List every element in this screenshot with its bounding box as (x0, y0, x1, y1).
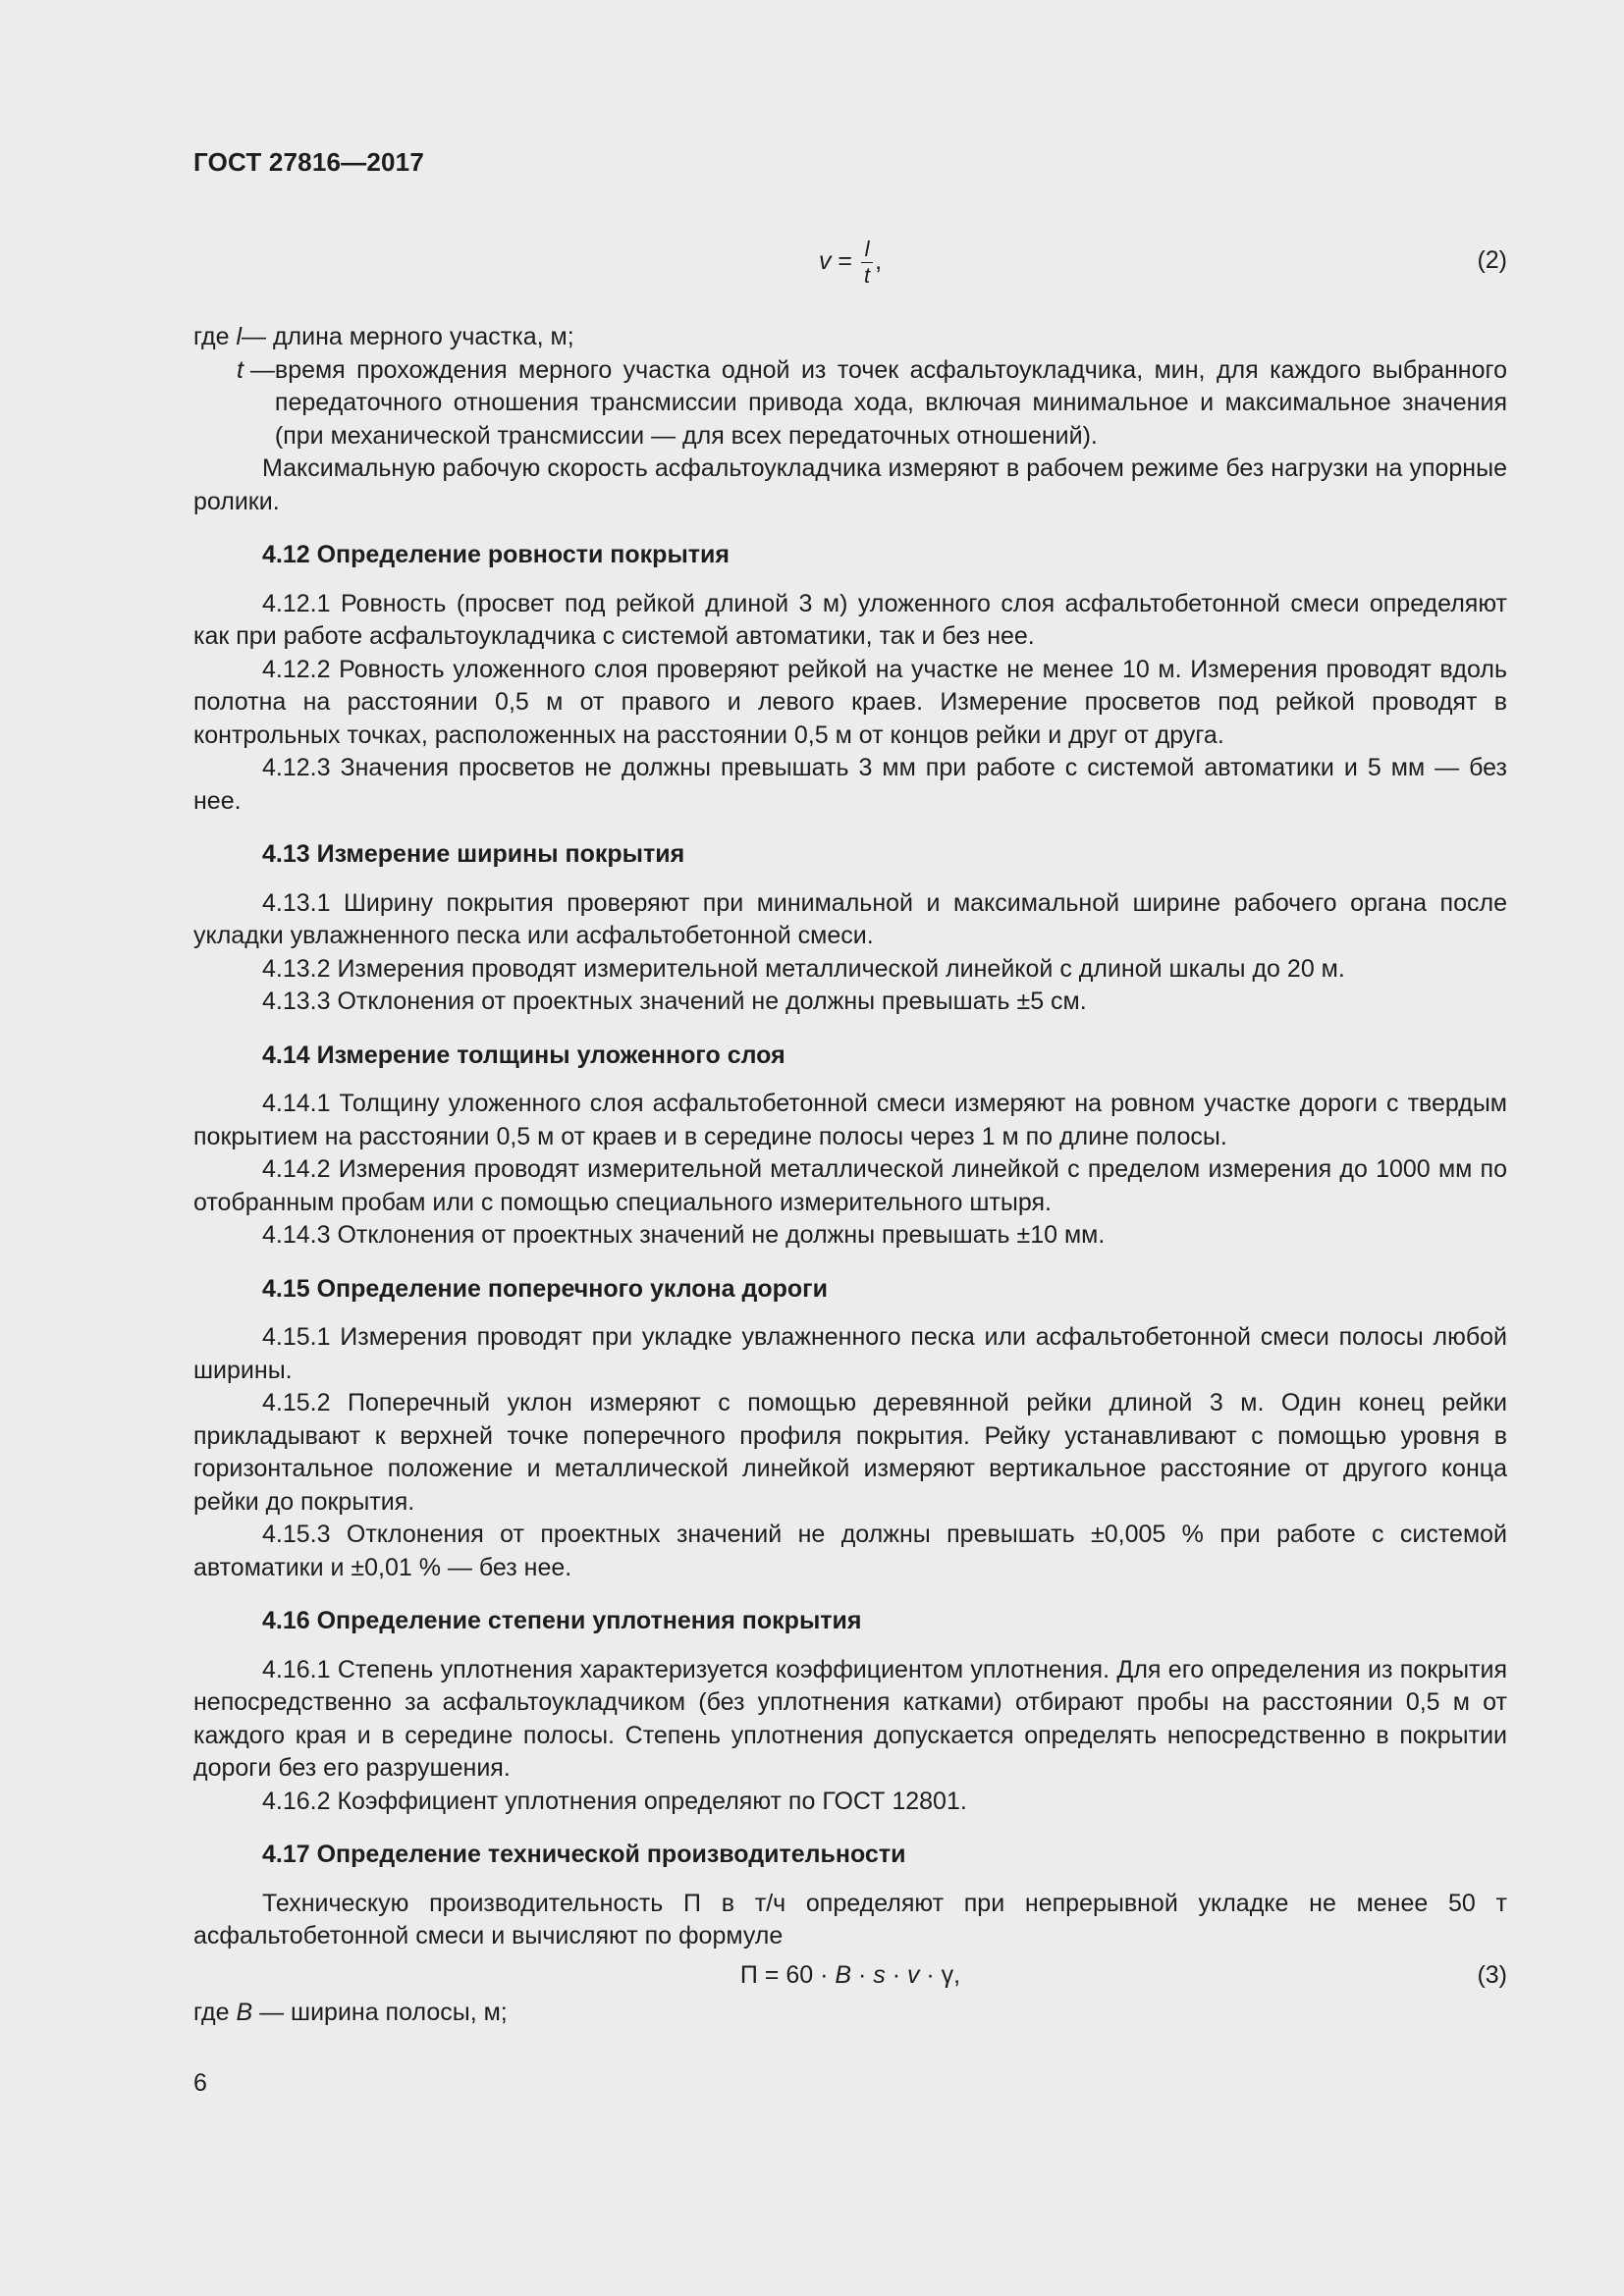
paragraph-4-15-1: 4.15.1 Измерения проводят при укладке увлажненного песка или асфальтобетонной смеси полосы любой ширины. (193, 1323, 1507, 1384)
definition-b-var: B (236, 1998, 253, 2026)
paragraph-4-16-2: 4.16.2 Коэффициент уплотнения определяют по ГОСТ 12801. (262, 1787, 967, 1815)
paragraph-4-13-2: 4.13.2 Измерения проводят измерительной металлической линейкой с длиной шкалы до 20 м. (262, 954, 1345, 983)
formula-3 (193, 1953, 1507, 1997)
paragraph-4-16-1: 4.16.1 Степень уплотнения характеризуется коэффициентом уплотнения. Для его определения из покрытия непосредственно за асфальтоукладчиком (без уплотнения катками) отбирают пробы на расстоянии 0,5 м от каждого края и в середине полосы. Степень уплотнения допускается определять непосредственно в покрытии дороги без его разрушения. (193, 1655, 1507, 1782)
paragraph-4-12-2: 4.12.2 Ровность уложенного слоя проверяют рейкой на участке не менее 10 м. Измерения проводят вдоль полотна на расстоянии 0,5 м от правого и левого краев. Измерение просветов под рейкой проводят в контрольных точках, расположенных на расстоянии 0,5 м от концов рейки и друг от друга. (193, 655, 1507, 749)
definition-t-text: время прохождения мерного участка одной из точек асфальтоукладчика, мин, для каждого выбранного передаточного отношения трансмиссии привода хода, включая минимальное и максимальное значения (при механической трансмиссии — для всех передаточных отношений). (274, 355, 1507, 450)
paragraph-max-speed: Максимальную рабочую скорость асфальтоукладчика измеряют в рабочем режиме без нагрузки на упорные ролики. (193, 454, 1507, 515)
document-header: ГОСТ 27816—2017 (193, 147, 424, 177)
paragraph-4-14-1: 4.14.1 Толщину уложенного слоя асфальтобетонной смеси измеряют на ровном участке дороги с твердым покрытием на расстоянии 0,5 м от краев и в середине полосы через 1 м по длине полосы. (193, 1090, 1507, 1150)
definition-prefix: где (193, 1998, 237, 2026)
definition-b-text: — ширина полосы, м; (252, 1998, 508, 2026)
section-4-17-title: 4.17 Определение технической производительности (262, 1841, 906, 1868)
paragraph-4-13-1: 4.13.1 Ширину покрытия проверяют при минимальной и максимальной ширине рабочего органа после укладки увлажненного песка или асфальтобетонной смеси. (193, 888, 1507, 949)
definition-t (193, 354, 1507, 454)
formula-2-fraction (861, 237, 873, 289)
formula-2-var: v (818, 247, 832, 276)
section-4-12-title: 4.12 Определение ровности покрытия (262, 541, 730, 568)
paragraph-4-14-2: 4.14.2 Измерения проводят измерительной металлической линейкой с пределом измерения до 1000 мм по отобранным пробам или с помощью специального измерительного штыря. (193, 1155, 1507, 1216)
formula-2-number: (2) (1477, 246, 1507, 274)
definition-l-text: — длина мерного участка, м; (242, 323, 574, 350)
paragraph-4-12-3: 4.12.3 Значения просветов не должны превышать 3 мм при работе с системой автоматики и 5 мм — без нее. (193, 754, 1507, 815)
formula-2-denominator: t (863, 263, 871, 288)
formula-2-expression (193, 237, 1507, 289)
definition-t-var: t (237, 355, 244, 384)
paragraph-4-12-1: 4.12.1 Ровность (просвет под рейкой длиной 3 м) уложенного слоя асфальтобетонной смеси определяют как при работе асфальтоукладчика с системой автоматики, так и без нее. (193, 589, 1507, 650)
formula-3-var-b: B (835, 1960, 852, 1989)
formula-2 (193, 231, 1507, 317)
definition-l (193, 321, 1507, 354)
section-4-16-title: 4.16 Определение степени уплотнения покрытия (262, 1607, 862, 1634)
formula-2-numerator: l (861, 237, 873, 263)
definition-t-dash: — (243, 355, 275, 384)
formula-3-var-s: s (873, 1960, 886, 1989)
formula-2-tail: , (875, 247, 883, 276)
formula-3-var-v: v (906, 1960, 920, 1989)
formula-2-definitions (193, 321, 1507, 453)
formula-2-eq: = (831, 247, 859, 276)
formula-3-part: П = 60 · (739, 1960, 836, 1989)
formula-3-part: · γ, (919, 1960, 961, 1989)
section-4-14-title: 4.14 Измерение толщины уложенного слоя (262, 1041, 785, 1069)
definition-prefix: где (193, 323, 237, 350)
definition-b (193, 1997, 1507, 2030)
section-4-13-title: 4.13 Измерение ширины покрытия (262, 840, 685, 868)
section-4-15-title: 4.15 Определение поперечного уклона дороги (262, 1274, 828, 1303)
formula-3-expression (193, 1959, 1507, 1993)
paragraph-4-14-3: 4.14.3 Отклонения от проектных значений не должны превышать ±10 мм. (262, 1221, 1106, 1249)
document-body (193, 231, 1507, 2029)
paragraph-4-15-2: 4.15.2 Поперечный уклон измеряют с помощью деревянной рейки длиной 3 м. Один конец рейки прикладывают к верхней точке поперечного профиля покрытия. Рейку устанавливают с помощью уровня в горизонтальное положение и металлической линейкой измеряют вертикальное расстояние от другого конца рейки до покрытия. (193, 1389, 1507, 1516)
paragraph-4-13-3: 4.13.3 Отклонения от проектных значений не должны превышать ±5 см. (262, 988, 1087, 1015)
definition-l-var: l (236, 323, 242, 350)
formula-3-number: (3) (1477, 1960, 1507, 1989)
page-number: 6 (193, 2069, 207, 2097)
paragraph-4-17-intro: Техническую производительность П в т/ч определяют при непрерывной укладке не менее 50 т асфальтобетонной смеси и вычисляют по формуле (193, 1889, 1507, 1949)
paragraph-4-15-3: 4.15.3 Отклонения от проектных значений не должны превышать ±0,005 % при работе с системой автоматики и ±0,01 % — без нее. (193, 1521, 1507, 1581)
formula-3-part: · (885, 1960, 907, 1989)
formula-3-part: · (851, 1960, 874, 1989)
